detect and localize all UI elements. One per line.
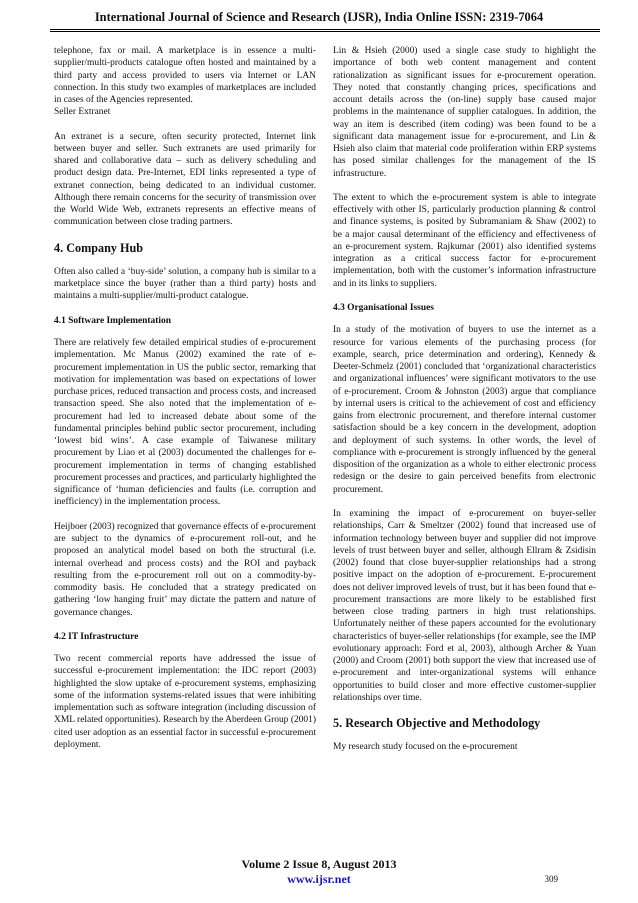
journal-header: International Journal of Science and Research (IJSR), India Online ISSN: 2319-7064 — [94, 10, 544, 24]
paragraph-extranet: An extranet is a secure, often security protected, Internet link between buyer and seller. Such extranets are used primarily for shared and collaborative data – such as delivery scheduling and product design data. Pre-Internet, EDI links represented a type of extranet connection, being dedicated to an individual customer. Although there remain concerns for the security of transmission over the World Wide Web, extranets represents an effective means of communication between close trading partners. — [54, 131, 316, 228]
paragraph-marketplace: telephone, fax or mail. A marketplace is in essence a multi-supplier/multi-products catalogue often hosted and maintained by a third party and access provided to users via Internet or LAN connection. In this study two examples of marketplaces are included in cases of the Agencies represented. — [54, 46, 316, 105]
paragraph-motivation: In a study of the motivation of buyers to use the internet as a resource for various elements of the purchasing process (for example, search, price determination and ordering), Kennedy & Deeter-Schmelz (2001) concluded that ‘organizational characteristics and organizational influences’ were significant motivators to the use of e-procurement. Croom & Johnston (2003) argue that compliance by internal users is critical to the achievement of cost and efficiency gains from electronic procurement, and therefore internal customer satisfaction should be a key concern in the development, adoption and deployment of such systems. In other words, the level of compliance with e-procurement is strongly influenced by the general disposition of the organization as a whole to either electronic process redesign or the desire to gain perceived benefits from electronic procurement. — [333, 325, 596, 495]
issue-text: Volume 2 Issue 8, August 2013 — [241, 857, 397, 871]
site-link[interactable]: www.ijsr.net — [287, 872, 351, 886]
right-column — [333, 45, 596, 766]
heading-company-hub: 4. Company Hub — [54, 240, 144, 255]
subheading-seller-extranet: Seller Extranet — [54, 107, 111, 118]
paragraph-company-hub: Often also called a ‘buy-side’ solution, a company hub is similar to a marketplace since the buyer (rather than a third party) hosts and maintains a multi-supplier/multi-product catalogue. — [54, 266, 316, 302]
heading-research-objective: 5. Research Objective and Methodology — [333, 716, 541, 731]
paragraph-integration: The extent to which the e-procurement system is able to integrate effectively with other IS, particularly production planning & control and finance systems, is posited by Subramaniam & Shaw (2002) to be a major causal determinant of the efficiency and effectiveness of an e-procurement system. Rajkumar (2001) also identified systems integration as a critical success factor for e-procurement implementation, both with the customer’s information infrastructure and in its links to suppliers. — [333, 192, 596, 289]
header-rule-bottom — [50, 31, 600, 32]
paragraph-it-infrastructure: Two recent commercial reports have addressed the issue of successful e-procurement implementation: the IDC report (2003) highlighted the slow uptake of e-procurement systems, emphasizing some of the information systems-related issues that were inhibiting implementation such as software integration (including discussion of XML related opportunities). Research by the Aberdeen Group (2001) cited user adoption as an essential factor in successful e-procurement deployment. — [54, 654, 316, 750]
header-rule-top — [50, 29, 600, 30]
paragraph-buyer-seller: In examining the impact of e-procurement on buyer-seller relationships, Carr & Smeltzer (2002) found that increased use of information technology between buyer and supplier did not improve levels of trust between buyer and seller, although Ellram & Zsidisin (2002) found that close buyer-supplier relationships had a strong positive impact on the adoption of e-procurement. E-procurement does not deliver improved levels of trust, but it has been found that e-procurement transactions are more likely to be established first between close trading partners in high trust relationships. Unfortunately neither of these papers accounted for the evolutionary characteristics of buyer-seller relationships (for example, see the IMP evolutionary approach: Ford et al, 2003), although Archer & Yuan (2000) and Croom (2001) both support the view that increased use of e-procurement and inter-organizational systems will enhance opportunities to build closer and more effective customer-supplier relationships over time. — [333, 509, 596, 703]
paragraph-software-implementation: There are relatively few detailed empirical studies of e-procurement implementation. Mc Manus (2002) examined the rate of e-procurement implementation in US the public sector, remarking that motivation for implementation was based on expectations of lower purchase prices, reduced transaction and process costs, and increased transaction speed. She also noted that the implementation of e-procurement had led to increased debate about some of the fundamental principles behind public sector procurement, including ‘lowest bid wins’. A case example of Taiwanese military procurement by Liao et al (2003) documented the challenges for e-procurement implementation in terms of changing established procurement processes and practices, and particularly highlighted the significance of ‘human deficiencies and faults (i.e. corruption and inefficiency) in the implementation process. — [54, 338, 316, 508]
heading-software-implementation: 4.1 Software Implementation — [54, 315, 171, 326]
heading-organisational-issues: 4.3 Organisational Issues — [333, 303, 434, 314]
heading-it-infrastructure: 4.2 IT Infrastructure — [54, 631, 139, 642]
left-column — [54, 45, 316, 763]
paragraph-research-study: My research study focused on the e-procurement — [333, 742, 518, 753]
paragraph-heijboer: Heijboer (2003) recognized that governance effects of e-procurement are subject to the dynamics of e-procurement roll-out, and he proposed an analytical model based on both the structural (i.e. internal overhead and process costs) and the ROI and payback resulting from the e-procurement roll out on a commodity-by-commodity basis. He concluded that a strategy predicated on gathering ‘low hanging fruit’ may dictate the pattern and nature of governance changes. — [54, 521, 316, 618]
page-number: 309 — [544, 874, 558, 884]
paragraph-lin-hsieh: Lin & Hsieh (2000) used a single case study to highlight the importance of both web content management and content rationalization as significant issues for e-procurement operation. They noted that constantly changing prices, specifications and account details across the (on-line) supply base caused major problems in the maintenance of supplier catalogues. In addition, the way an item is described (item coding) was been found to be a significant data management issue for e-procurement, and Lin & Hsieh also claim that material code proliferation within ERP systems has posed similar challenges for the management of the IS infrastructure. — [333, 46, 596, 179]
footer-site — [0, 870, 638, 888]
